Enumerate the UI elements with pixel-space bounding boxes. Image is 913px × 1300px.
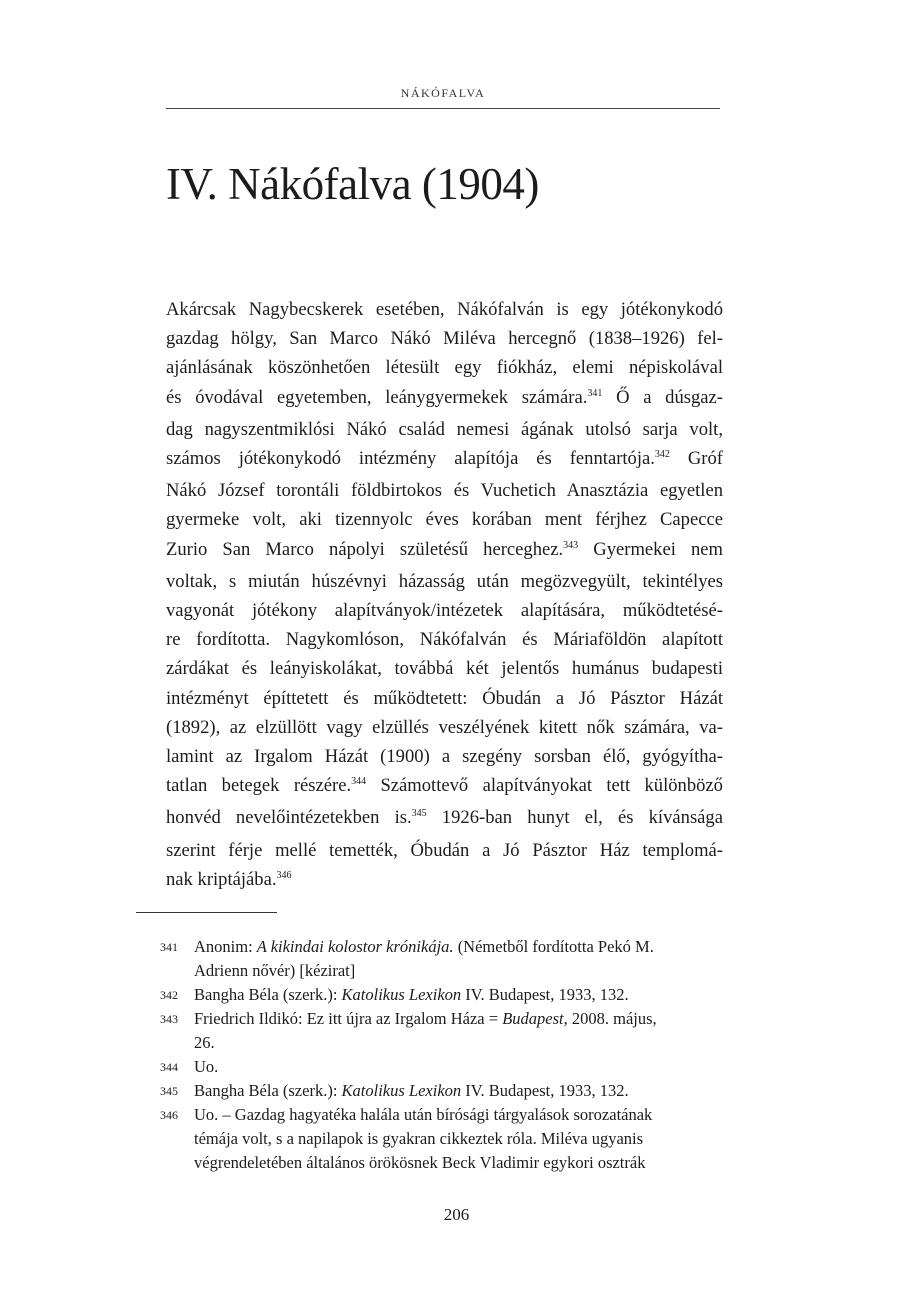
body-line xyxy=(166,654,723,683)
header-rule xyxy=(166,108,720,109)
body-line xyxy=(166,505,723,534)
footnote-reference[interactable]: 342 xyxy=(654,449,670,461)
footnote-346 xyxy=(160,1103,730,1175)
footnote-number: 344 xyxy=(160,1060,178,1074)
footnote-text: Adrienn nővér) [kézirat] xyxy=(194,961,356,980)
footnote-345 xyxy=(160,1079,730,1103)
footnote-title: Katolikus Lexikon xyxy=(341,985,462,1004)
footnotes xyxy=(160,935,730,1175)
footnote-reference[interactable]: 341 xyxy=(587,387,603,399)
body-line-text: Gróf xyxy=(669,448,723,470)
body-line-text: számos jótékonykodó intézmény alapítója és fenntartója. xyxy=(166,448,655,470)
body-line-text: dag nagyszentmiklósi Nákó család nemesi ágának utolsó sarja volt, xyxy=(166,418,723,440)
body-line xyxy=(166,295,723,324)
footnote-line xyxy=(194,1031,730,1055)
body-line-text: ajánlásának köszönhetően létesült egy fiókház, elemi népiskolával xyxy=(166,357,723,379)
body-line xyxy=(166,771,723,803)
footnote-number: 345 xyxy=(160,1084,178,1098)
page-number: 206 xyxy=(443,1205,470,1224)
footnote-title: A kikindai kolostor krónikája. xyxy=(256,937,454,956)
body-line-text: zárdákat és leányiskolákat, továbbá két jelentős humánus budapesti xyxy=(166,658,723,680)
body-line xyxy=(166,625,723,654)
body-line xyxy=(166,535,723,567)
body-line-text: (1892), az elzüllött vagy elzüllés veszélyének kitett nők számára, va- xyxy=(166,716,723,738)
footnote-line xyxy=(194,983,730,1007)
footnote-line xyxy=(194,1079,730,1103)
body-line-text: voltak, s miután húszévnyi házasság után megözvegyült, tekintélyes xyxy=(166,570,723,592)
footnote-text: Uo. – Gazdag hagyatéka halála után bírósági tárgyalások sorozatának xyxy=(194,1105,653,1124)
body-line xyxy=(166,836,723,865)
footnote-line xyxy=(194,1151,730,1175)
body-line-text: re fordította. Nagykomlóson, Nákófalván és Máriaföldön alapított xyxy=(166,629,723,651)
footnote-text: Friedrich Ildikó: Ez itt újra az Irgalom Háza = xyxy=(194,1009,503,1028)
body-line-text: és óvodával egyetemben, leánygyermekek számára. xyxy=(166,386,588,408)
body-line-text: Zurio San Marco nápolyi születésű herceghez. xyxy=(166,538,564,560)
body-line-text: Nákó József torontáli földbirtokos és Vuchetich Anasztázia egyetlen xyxy=(166,480,723,502)
body-line xyxy=(166,713,723,742)
footnote-text: IV. Budapest, 1933, 132. xyxy=(461,1081,629,1100)
footnote-line xyxy=(194,1127,730,1151)
body-line-text: honvéd nevelőintézetekben is. xyxy=(166,807,412,829)
footnote-341 xyxy=(160,935,730,983)
footnote-text: IV. Budapest, 1933, 132. xyxy=(461,985,629,1004)
footnote-number: 343 xyxy=(160,1012,178,1026)
body-line xyxy=(166,865,723,897)
body-line xyxy=(166,415,723,444)
footnote-line xyxy=(194,959,730,983)
body-line-text: tatlan betegek részére. xyxy=(166,775,352,797)
body-line-text: lamint az Irgalom Házát (1900) a szegény sorsban élő, gyógyítha- xyxy=(166,746,723,768)
footnote-text: , 2008. május, xyxy=(563,1009,657,1028)
body-line-text: nak kriptájába. xyxy=(166,868,277,890)
footnote-line xyxy=(194,935,730,959)
footnote-text: (Németből fordította Pekó M. xyxy=(453,937,654,956)
footnote-rule xyxy=(136,912,277,913)
body-line-text: gyermeke volt, aki tizennyolc éves korában ment férjhez Capecce xyxy=(166,509,723,531)
body-line-text: 1926-ban hunyt el, és kívánsága xyxy=(426,807,723,829)
footnote-reference[interactable]: 346 xyxy=(276,869,292,881)
body-line-text: gazdag hölgy, San Marco Nákó Miléva hercegnő (1838–1926) fel- xyxy=(166,328,723,350)
footnote-number: 341 xyxy=(160,940,178,954)
footnote-line xyxy=(194,1103,730,1127)
footnote-343 xyxy=(160,1007,730,1055)
body-line xyxy=(166,684,723,713)
body-line-text: Akárcsak Nagybecskerek esetében, Nákófalván is egy jótékonykodó xyxy=(166,299,723,320)
body-line xyxy=(166,596,723,625)
footnote-line xyxy=(194,1007,730,1031)
body-line xyxy=(166,444,723,476)
footnote-text: Uo. xyxy=(194,1057,219,1076)
body-line xyxy=(166,324,723,353)
footnote-text: végrendeletében általános örökösnek Beck Vladimir egykori osztrák xyxy=(194,1153,646,1172)
footnote-text: Anonim: xyxy=(194,937,257,956)
body-line xyxy=(166,567,723,596)
footnote-title: Katolikus Lexikon xyxy=(341,1081,462,1100)
footnote-344 xyxy=(160,1055,730,1079)
body-line xyxy=(166,742,723,771)
body-line-text: Számottevő alapítványokat tett különböző xyxy=(366,775,723,797)
body-line-text: vagyonát jótékony alapítványok/intézetek alapítására, működtetésé- xyxy=(166,600,723,622)
footnote-line xyxy=(194,1055,730,1079)
footnote-text: 26. xyxy=(194,1033,215,1052)
body-line xyxy=(166,803,723,835)
footnote-title: Budapest xyxy=(502,1009,564,1028)
running-head: NÁKÓFALVA xyxy=(400,86,486,100)
footnote-text: Bangha Béla (szerk.): xyxy=(194,1081,342,1100)
footnote-reference[interactable]: 344 xyxy=(351,776,367,788)
body-line xyxy=(166,383,723,415)
body-line-text: szerint férje mellé temették, Óbudán a Jó Pásztor Ház templomá- xyxy=(166,839,723,861)
footnote-text: Bangha Béla (szerk.): xyxy=(194,985,342,1004)
body-line xyxy=(166,353,723,382)
body-line-text: Ő a dúsgaz- xyxy=(602,386,723,408)
body-text xyxy=(166,295,723,897)
chapter-title: IV. Nákófalva (1904) xyxy=(166,159,539,209)
footnote-text: témája volt, s a napilapok is gyakran cikkeztek róla. Miléva ugyanis xyxy=(194,1129,644,1148)
body-line-text: Gyermekei nem xyxy=(578,538,723,560)
footnote-number: 342 xyxy=(160,988,178,1002)
footnote-number: 346 xyxy=(160,1108,178,1122)
footnote-reference[interactable]: 343 xyxy=(563,539,579,551)
body-line-text: intézményt építtetett és működtetett: Óbudán a Jó Pásztor Házát xyxy=(166,687,723,709)
footnote-reference[interactable]: 345 xyxy=(411,808,427,820)
body-line xyxy=(166,476,723,505)
footnote-342 xyxy=(160,983,730,1007)
